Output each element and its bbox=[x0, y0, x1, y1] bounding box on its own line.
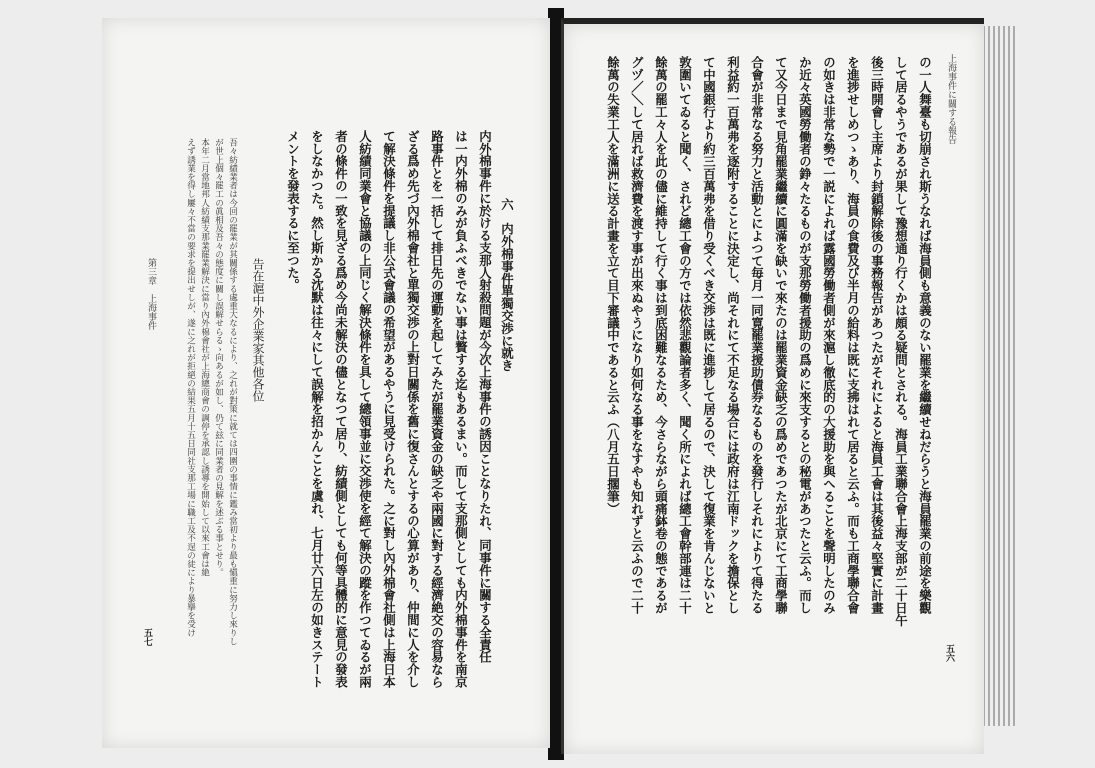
notice-title: 告在滬中外企業家其他各位 bbox=[251, 258, 265, 402]
statement-line: 本年二月當地邦人紡績支那業罷業解決に當り內外棉會社が上海總商會の調停を承認し誘導を開始して以來工會は絶 bbox=[199, 138, 210, 577]
body-line: の如きは非常な勢で一説によれば露國勞働者側が來滬し徹底的の大援助を與へることを聲明したのみ bbox=[821, 56, 837, 614]
body-line: 利益約一百萬弗を逐附することに決定し、尚それにて不足なる場合には政府は江南ドックを擔保とし bbox=[725, 56, 741, 614]
section-line: て解決條件を提議し非公式會議の希望があるやうに見受けられた。之に對し內外棉會社側は上海日本 bbox=[381, 130, 397, 688]
page-edges bbox=[978, 26, 1018, 726]
chapter-footer: 第三章 上海事件 bbox=[146, 258, 156, 330]
section-line: 人紡績同業會と協議の上同じく解決條件を具して總領事並に交渉使を經て解決の蹤を作つてゐるが兩 bbox=[357, 130, 373, 688]
body-line: か近々英國勞働者の錚々たるものが支那勞働者援助の爲めに來支するとの秘電があつたと云ふ。而し bbox=[797, 56, 813, 614]
body-line: 敦圍いてゐると聞く、されど總工會の方では依然悲觀論者多く、聞く所によれば總工會幹部連は二十 bbox=[677, 56, 693, 614]
section-line: ざる爲め先づ內外棉會社と單獨交渉の上對日關係を舊に復さんとするの心算があり、仲間に人を介し bbox=[405, 130, 421, 688]
body-line: て中國銀行より約三百萬弗を借り受くべき交渉は既に進捗して居るので、決して復業を肯んじないと bbox=[701, 56, 717, 614]
section-line: をしなかつた。然し斯かる沈默は往々にして誤解を招かんことを虞れ、七月廿六日左の如きステート bbox=[309, 130, 325, 688]
statement-line: えず誘業を得し屢々不當の要求を提出せしが、遂に之れが拒絕の結果五月十五日同社支那工場に職工及不逞の徒により暴擧を受け bbox=[185, 138, 196, 637]
section-title: 六 内外棉事件單獨交渉に就き bbox=[499, 198, 515, 372]
body-line: を進捗せしめつゝあり、海員の食費及び半月の給料は既に支拂はれて居ると云ふ。而も工商學聯合會 bbox=[845, 56, 861, 614]
body-line: グヅ／＼して居れば救濟費を渡す事が出來ぬやうになり如何なる事をなすやも知れずと云ふので二十 bbox=[629, 56, 645, 614]
body-line: 合會が非常なる努力と活動とによつて毎月一同寛罷業援助債券なるものを發行しそれによりて得たる bbox=[749, 56, 765, 614]
page-number: 五七 bbox=[142, 628, 152, 646]
right-page bbox=[561, 18, 984, 754]
section-line: 者の條件の一致を見ざる爲め今尚未解決の儘となつて居り、紡績側としても何等具體的に意見の發表 bbox=[333, 130, 349, 688]
body-line: て又今日まで見角罷業繼續に圓滿を缺いで來たのは罷業資金缺乏の爲めであつたが北京にて工商學聯 bbox=[773, 56, 789, 614]
section-line: メントを發表するに至つた。 bbox=[285, 130, 301, 292]
body-line: して居るやうであるが果して豫想通り行くかは頗る疑問とされる。海員工業聯合會上海支部が二十日午 bbox=[893, 56, 909, 627]
body-line: 後三時開會し主席より封鎖解除後の事務報告があつたがそれによると海員工會は其後益々堅實に計畫 bbox=[869, 56, 885, 614]
body-line: 餘萬の失業工人を滿洲に送る計畫を立て目下審議中であると云ふ（八月五日擱筆） bbox=[605, 56, 621, 515]
statement-line: が世上個々罷工の眞相及吾々の態度に關し誤解せらるゝ向あるが如し、仍て玆に同業者の見解を述ぶる事とせり。 bbox=[213, 138, 224, 577]
body-line: の一人舞臺も切崩され斯うなれば海員側も意義のない罷業を繼續せねだらうと海員罷業の前途を樂觀 bbox=[917, 56, 933, 614]
section-line: は一内外棉のみが負ふべきでない事は贅する迄もあるまい。而して支那側としても内外棉事件を南京 bbox=[453, 130, 469, 688]
statement-line: 吾々紡績業者は今回の罷業が其關係する處重大なるにより、之れが對策に就ては四圍の事情に鑑み當初より最も愼重に努力し來りし bbox=[227, 138, 238, 646]
running-header: 上海事件に關する報告 bbox=[946, 54, 956, 144]
page-number: 五六 bbox=[944, 644, 954, 662]
section-line: 内外棉事件に於ける支那人射殺問題が今次上海事件の誘因ことなりたれ、同事件に關する全責任 bbox=[477, 130, 493, 664]
left-page bbox=[102, 18, 550, 748]
body-line: 餘萬の罷工々人を此の儘に維持して行く事は到底困難なるため、今さらながら頭痛鉢卷の態であるが bbox=[653, 56, 669, 614]
section-line: 路事件とを一括して排日先の運動を起してみたが罷業資金の缺乏や兩國に對する經濟絶交の容易なら bbox=[429, 130, 445, 688]
